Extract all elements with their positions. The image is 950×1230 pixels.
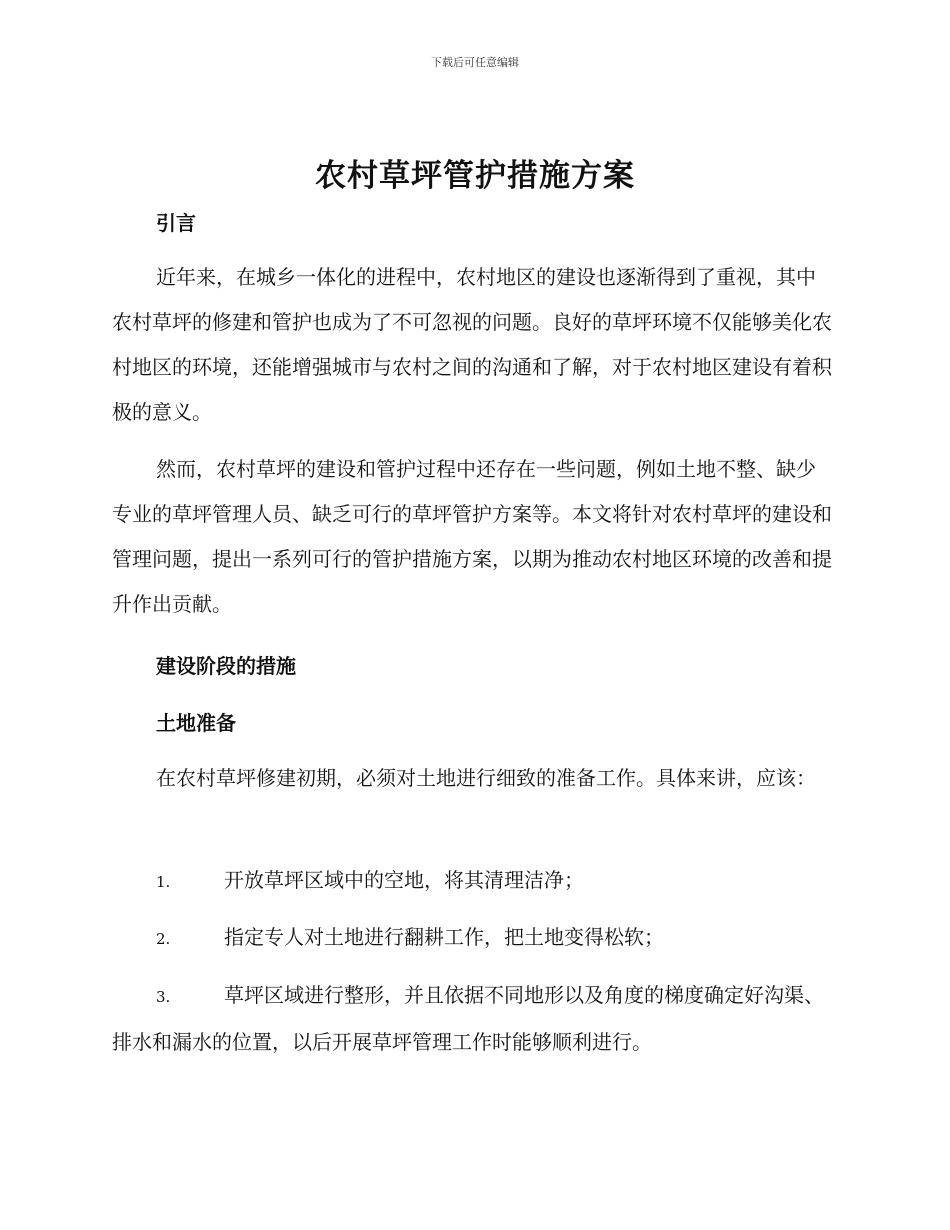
list-number: 1. [156, 873, 171, 891]
land-list-item-3 [112, 973, 832, 1065]
list-number: 3. [156, 988, 171, 1006]
land-list-item-2 [112, 915, 832, 962]
intro-paragraph-1: 近年来，在城乡一体化的进程中，农村地区的建设也逐渐得到了重视，其中农村草坪的修建和管护也成为了不可忽视的问题。良好的草坪环境不仅能够美化农村地区的环境，还能增强城市与农村之间的沟通和了解，对于农村地区建设有着积极的意义。 [112, 265, 832, 424]
land-list-item-1 [112, 858, 832, 905]
list-item-text: 草坪区域进行整形，并且依据不同地形以及角度的梯度确定好沟渠、排水和漏水的位置，以后开展草坪管理工作时能够顺利进行。 [112, 983, 824, 1054]
section-heading-intro: 引言 [156, 211, 196, 235]
intro-paragraph-2: 然而，农村草坪的建设和管护过程中还存在一些问题，例如土地不整、缺少专业的草坪管理人员、缺乏可行的草坪管护方案等。本文将针对农村草坪的建设和管理问题，提出一系列可行的管护措施方案，以期为推动农村地区环境的改善和提升作出贡献。 [112, 457, 832, 616]
page-header-note: 下载后可任意编辑 [431, 56, 519, 69]
list-item-text: 开放草坪区域中的空地，将其清理洁净； [224, 868, 584, 892]
section-heading-construction: 建设阶段的措施 [156, 654, 296, 678]
list-number: 2. [156, 930, 171, 948]
section-heading-land-preparation: 土地准备 [156, 711, 236, 735]
list-item-text: 指定专人对土地进行翻耕工作，把土地变得松软； [224, 925, 664, 949]
land-paragraph-1: 在农村草坪修建初期，必须对土地进行细致的准备工作。具体来讲，应该： [156, 766, 816, 790]
document-title: 农村草坪管护措施方案 [315, 158, 635, 194]
